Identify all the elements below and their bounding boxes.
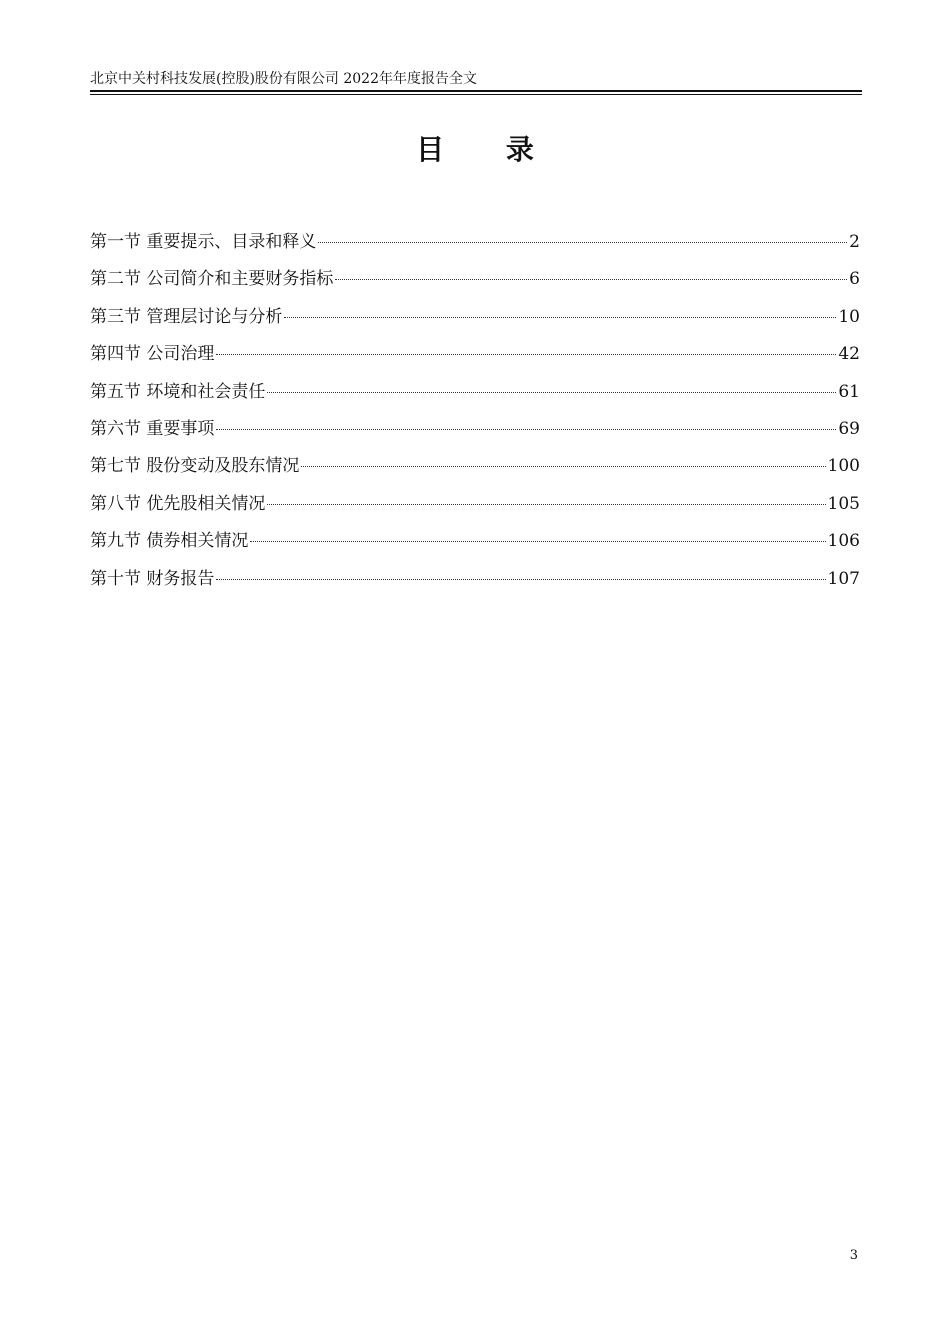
toc-item-label: 第四节 公司治理 bbox=[90, 344, 215, 365]
toc-item-page: 42 bbox=[838, 344, 860, 365]
toc-item-page: 105 bbox=[827, 493, 860, 514]
toc-item[interactable] bbox=[90, 267, 860, 304]
toc-leader-dots bbox=[301, 466, 825, 467]
toc-item-label: 第五节 环境和社会责任 bbox=[90, 381, 266, 402]
toc-item-label: 第一节 重要提示、目录和释义 bbox=[90, 232, 317, 252]
toc-leader-dots bbox=[216, 429, 836, 430]
toc-leader-dots bbox=[267, 392, 836, 393]
table-of-contents bbox=[90, 230, 860, 604]
toc-item-label: 第九节 债券相关情况 bbox=[90, 531, 249, 552]
toc-leader-dots bbox=[335, 279, 847, 280]
toc-item-label: 第三节 管理层讨论与分析 bbox=[90, 306, 283, 327]
toc-item-page: 100 bbox=[827, 456, 860, 477]
header-rule-thick bbox=[90, 90, 862, 92]
toc-item-page: 2 bbox=[849, 232, 860, 252]
header-title: 北京中关村科技发展(控股)股份有限公司 2022年年度报告全文 bbox=[90, 71, 478, 87]
page-number: 3 bbox=[849, 1248, 858, 1263]
toc-leader-dots bbox=[284, 317, 836, 318]
toc-item[interactable] bbox=[90, 380, 860, 417]
toc-item[interactable] bbox=[90, 230, 860, 267]
toc-item[interactable] bbox=[90, 417, 860, 454]
toc-item-label: 第八节 优先股相关情况 bbox=[90, 493, 266, 514]
header-rule-thin bbox=[90, 94, 862, 95]
toc-item[interactable] bbox=[90, 454, 860, 491]
toc-leader-dots bbox=[318, 242, 847, 243]
toc-item-page: 106 bbox=[827, 531, 860, 552]
toc-item[interactable] bbox=[90, 305, 860, 342]
toc-item[interactable] bbox=[90, 342, 860, 379]
page-header bbox=[90, 70, 862, 96]
toc-item[interactable] bbox=[90, 529, 860, 566]
toc-item-page: 6 bbox=[849, 269, 860, 290]
toc-item[interactable] bbox=[90, 567, 860, 604]
toc-item-label: 第十节 财务报告 bbox=[90, 568, 215, 589]
toc-item-label: 第二节 公司简介和主要财务指标 bbox=[90, 269, 334, 290]
toc-item-label: 第七节 股份变动及股东情况 bbox=[90, 456, 300, 477]
toc-item-page: 107 bbox=[827, 568, 860, 589]
page-title: 目 录 bbox=[416, 133, 560, 166]
toc-leader-dots bbox=[216, 579, 825, 580]
toc-item-page: 61 bbox=[838, 381, 860, 402]
toc-item-label: 第六节 重要事项 bbox=[90, 418, 215, 439]
toc-item-page: 69 bbox=[838, 418, 860, 439]
toc-item[interactable] bbox=[90, 492, 860, 529]
toc-leader-dots bbox=[216, 354, 836, 355]
toc-item-page: 10 bbox=[838, 306, 860, 327]
toc-leader-dots bbox=[267, 504, 825, 505]
toc-leader-dots bbox=[250, 541, 825, 542]
